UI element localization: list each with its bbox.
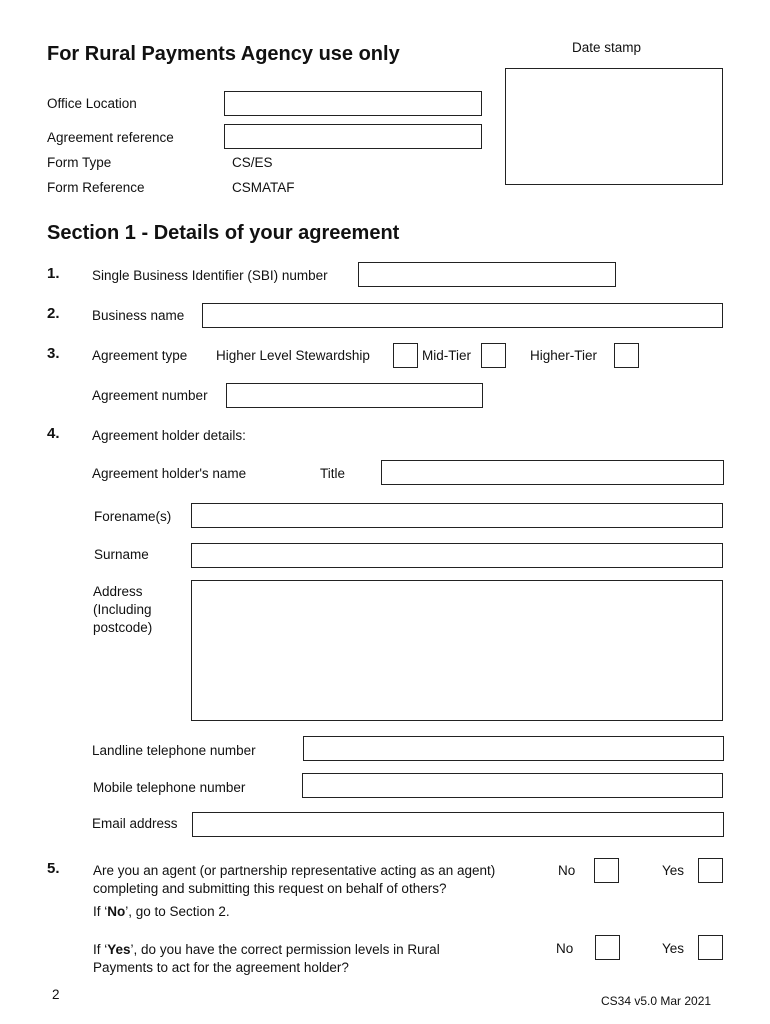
agent-no-checkbox[interactable] bbox=[594, 858, 619, 883]
agreement-number-label: Agreement number bbox=[92, 388, 208, 403]
permission-no-checkbox[interactable] bbox=[595, 935, 620, 960]
option-higher-tier-checkbox[interactable] bbox=[614, 343, 639, 368]
form-code: CS34 v5.0 Mar 2021 bbox=[601, 994, 712, 1008]
agent-yes-label: Yes bbox=[662, 863, 685, 878]
address-label-line1: Address bbox=[93, 584, 143, 599]
agent-no-label: No bbox=[558, 863, 576, 878]
agent-question bbox=[93, 862, 495, 898]
q4-number: 4. bbox=[47, 425, 60, 442]
surname-label: Surname bbox=[94, 547, 149, 562]
if-no-instruction bbox=[93, 904, 230, 919]
agreement-reference-label: Agreement reference bbox=[47, 130, 174, 145]
q2-number: 2. bbox=[47, 305, 60, 322]
option-mid-tier-label: Mid-Tier bbox=[422, 348, 471, 363]
sbi-field[interactable] bbox=[358, 262, 616, 287]
surname-field[interactable] bbox=[191, 543, 723, 568]
option-hls-label: Higher Level Stewardship bbox=[216, 348, 370, 363]
q5-number: 5. bbox=[47, 860, 60, 877]
agent-yes-checkbox[interactable] bbox=[698, 858, 723, 883]
agent-question-line2: completing and submitting this request on behalf of others? bbox=[93, 881, 447, 896]
agreement-number-field[interactable] bbox=[226, 383, 483, 408]
form-type-label: Form Type bbox=[47, 155, 112, 170]
option-higher-tier-label: Higher-Tier bbox=[530, 348, 598, 363]
address-label bbox=[93, 583, 152, 637]
title-label: Title bbox=[320, 466, 346, 481]
if-no-post: ’, go to Section 2. bbox=[125, 904, 230, 919]
if-no-pre: If ‘ bbox=[93, 904, 108, 919]
option-mid-tier-checkbox[interactable] bbox=[481, 343, 506, 368]
forenames-label: Forename(s) bbox=[94, 509, 172, 524]
business-name-field[interactable] bbox=[202, 303, 723, 328]
permission-question-line2: Payments to act for the agreement holder? bbox=[93, 960, 349, 975]
email-label: Email address bbox=[92, 816, 178, 831]
address-field[interactable] bbox=[191, 580, 723, 721]
agreement-type-label: Agreement type bbox=[92, 348, 188, 363]
mobile-label: Mobile telephone number bbox=[93, 780, 246, 795]
office-location-label: Office Location bbox=[47, 96, 137, 111]
holder-details-label: Agreement holder details: bbox=[92, 428, 246, 443]
permission-no-label: No bbox=[556, 941, 574, 956]
permission-yes-checkbox[interactable] bbox=[698, 935, 723, 960]
q1-number: 1. bbox=[47, 265, 60, 282]
title-field[interactable] bbox=[381, 460, 724, 485]
agreement-reference-field[interactable] bbox=[224, 124, 482, 149]
page-number: 2 bbox=[52, 987, 60, 1002]
address-label-line3: postcode) bbox=[93, 620, 153, 635]
landline-label: Landline telephone number bbox=[92, 743, 256, 758]
permission-question bbox=[93, 941, 440, 977]
permission-yes-label: Yes bbox=[662, 941, 685, 956]
if-no-bold: No bbox=[107, 904, 126, 919]
sbi-label: Single Business Identifier (SBI) number bbox=[92, 268, 328, 283]
permission-question-line1 bbox=[93, 941, 440, 959]
date-stamp-label: Date stamp bbox=[572, 40, 642, 55]
form-type-value: CS/ES bbox=[232, 155, 273, 170]
form-reference-value: CSMATAF bbox=[232, 180, 295, 195]
rpa-heading: For Rural Payments Agency use only bbox=[47, 43, 400, 65]
mobile-field[interactable] bbox=[302, 773, 723, 798]
option-hls-checkbox[interactable] bbox=[393, 343, 418, 368]
address-label-line2: (Including bbox=[93, 602, 152, 617]
agent-question-line1: Are you an agent (or partnership representative acting as an agent) bbox=[93, 863, 496, 878]
if-yes-pre: If ‘ bbox=[93, 942, 108, 957]
if-yes-bold: Yes bbox=[107, 942, 131, 957]
landline-field[interactable] bbox=[303, 736, 724, 761]
forenames-field[interactable] bbox=[191, 503, 723, 528]
q3-number: 3. bbox=[47, 345, 60, 362]
if-yes-post: ’, do you have the correct permission levels in Rural bbox=[130, 942, 440, 957]
section1-heading: Section 1 - Details of your agreement bbox=[47, 222, 400, 244]
office-location-field[interactable] bbox=[224, 91, 482, 116]
form-reference-label: Form Reference bbox=[47, 180, 145, 195]
email-field[interactable] bbox=[192, 812, 724, 837]
date-stamp-box bbox=[505, 68, 723, 185]
holder-name-label: Agreement holder's name bbox=[92, 466, 247, 481]
business-name-label: Business name bbox=[92, 308, 185, 323]
